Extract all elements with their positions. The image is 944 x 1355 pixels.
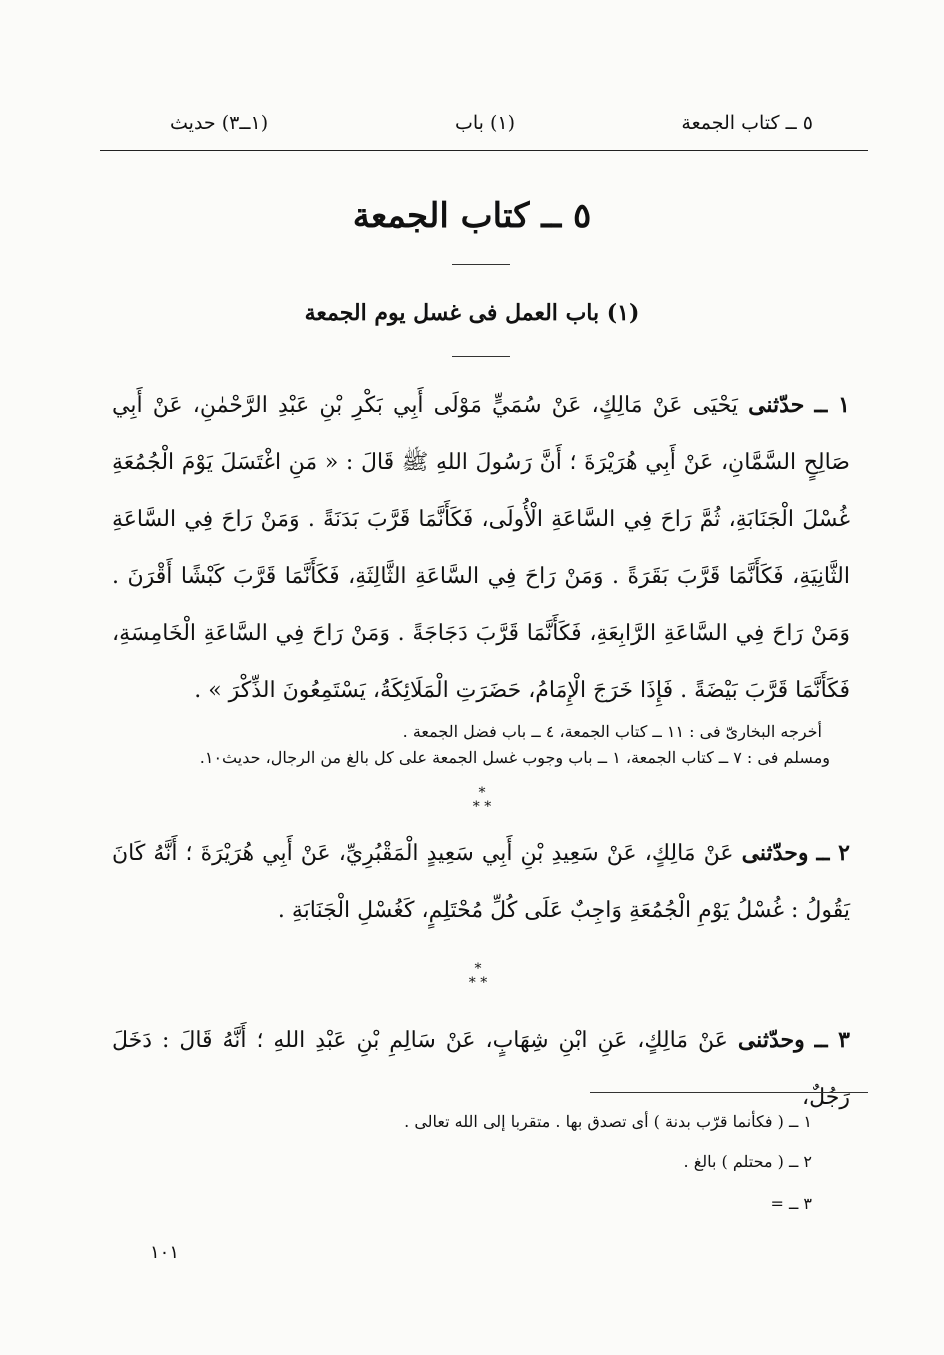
- header-hadith-range: (١ــ٣) حديث: [170, 112, 269, 134]
- star: *: [478, 785, 486, 801]
- hadith-text: عَنْ مَالِكٍ، عَنْ سَعِيدِ بْنِ أَبِي سَعِيدٍ الْمَقْبُرِيِّ، عَنْ أَبِي هُرَيْرَةَ ؛ أَنَّهُ كَانَ يَقُولُ : غُسْلُ يَوْمِ الْجُمُعَةِ وَاجِبٌ عَلَى كُلِّ مُحْتَلِمٍ، كَغُسْلِ الْجَنَابَةِ .: [112, 841, 850, 923]
- takhrij-muslim: ومسلم فى : ٧ ــ كتاب الجمعة، ١ ــ باب وجوب غسل الجمعة على كل بالغ من الرجال، حديث١٠.: [199, 748, 830, 767]
- hadith-opening: حدّثنى: [748, 392, 805, 418]
- hadith-2: [112, 825, 850, 939]
- hadith-opening: وحدّثنى: [741, 840, 809, 866]
- header-book-name: ٥ ــ كتاب الجمعة: [681, 112, 813, 134]
- asterism-separator: [462, 786, 502, 816]
- chapter-divider: [452, 356, 510, 357]
- hadith-number: ١ ــ: [814, 392, 850, 418]
- hadith-number: ٢ ــ: [816, 840, 850, 866]
- footnote-1: ١ ــ ( فكأنما قرّب بدنة ) أى تصدق بها . متقربا إلى الله تعالى .: [404, 1112, 812, 1131]
- footnote-2: ٢ ــ ( محتلم ) بالغ .: [683, 1152, 812, 1171]
- running-header: [100, 112, 868, 142]
- page-number: ١٠١: [150, 1242, 180, 1263]
- footnote-rule: [590, 1092, 868, 1093]
- header-rule: [100, 150, 868, 151]
- hadith-text: عَنْ مَالِكٍ، عَنِ ابْنِ شِهَابٍ، عَنْ سَالِمِ بْنِ عَبْدِ اللهِ ؛ أَنَّهُ قَالَ : دَخَلَ رَجُلٌ،: [112, 1028, 850, 1110]
- star-pair: * *: [472, 799, 492, 815]
- book-title: ٥ ــ كتاب الجمعة: [352, 196, 592, 236]
- footnote-3: ٣ ــ =: [770, 1194, 812, 1213]
- hadith-number: ٣ ــ: [814, 1027, 850, 1053]
- hadith-opening: وحدّثنى: [737, 1027, 805, 1053]
- takhrij-bukhari: أخرجه البخارىّ فى : ١١ ــ كتاب الجمعة، ٤ ــ باب فضل الجمعة .: [402, 722, 822, 741]
- star-pair: * *: [468, 975, 488, 991]
- asterism-separator: [458, 962, 498, 992]
- hadith-1: [112, 377, 850, 719]
- star: *: [474, 961, 482, 977]
- hadith-text: يَحْيَى عَنْ مَالِكٍ، عَنْ سُمَيٍّ مَوْلَى أَبِي بَكْرِ بْنِ عَبْدِ الرَّحْمٰنِ، عَنْ أَبِي صَالِحٍ السَّمَّانِ، عَنْ أَبِي هُرَيْرَةَ ؛ أَنَّ رَسُولَ اللهِ ﷺ قَالَ : « مَنِ اغْتَسَلَ يَوْمَ الْجُمُعَةِ غُسْلَ الْجَنَابَةِ، ثُمَّ رَاحَ فِي السَّاعَةِ الْأُولَى، فَكَأَنَّمَا قَرَّبَ بَدَنَةً . وَمَنْ رَاحَ فِي السَّاعَةِ الثَّانِيَةِ، فَكَأَنَّمَا قَرَّبَ بَقَرَةً . وَمَنْ رَاحَ فِي السَّاعَةِ الثَّالِثَةِ، فَكَأَنَّمَا قَرَّبَ كَبْشًا أَقْرَنَ . وَمَنْ رَاحَ فِي السَّاعَةِ الرَّابِعَةِ، فَكَأَنَّمَا قَرَّبَ دَجَاجَةً . وَمَنْ رَاحَ فِي السَّاعَةِ الْخَامِسَةِ، فَكَأَنَّمَا قَرَّبَ بَيْضَةً . فَإِذَا خَرَجَ الْإِمَامُ، حَضَرَتِ الْمَلَائِكَةُ، يَسْتَمِعُونَ الذِّكْرَ » .: [112, 393, 850, 703]
- header-chapter: (١) باب: [455, 112, 516, 134]
- hadith-3: [112, 1012, 850, 1126]
- title-divider: [452, 264, 510, 265]
- chapter-title: (١) باب العمل فى غسل يوم الجمعة: [304, 300, 640, 326]
